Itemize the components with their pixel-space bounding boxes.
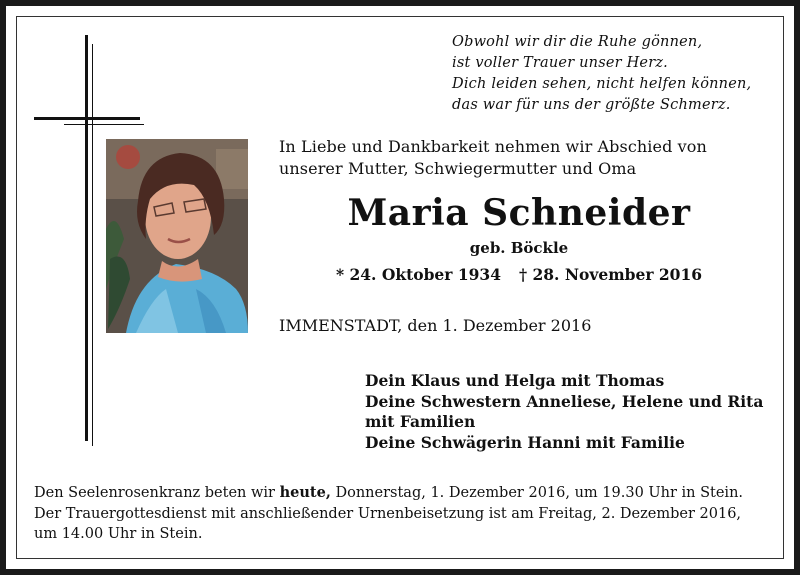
rosary-notice <box>34 483 774 504</box>
life-dates <box>259 265 779 284</box>
mourner-line: Deine Schwägerin Hanni mit Familie <box>365 432 685 452</box>
death-date: † 28. November 2016 <box>518 265 703 284</box>
rosary-today: heute, <box>279 484 331 501</box>
funeral-notice-line: Der Trauergottesdienst mit anschließender Urnenbeisetzung ist am Freitag, 2. Dezember 2016, <box>34 505 742 522</box>
poem-line: ist voller Trauer unser Herz. <box>452 55 668 71</box>
cross-vertical-bar <box>85 35 88 441</box>
funeral-notice-line: um 14.00 Uhr in Stein. <box>34 526 203 542</box>
mourner-line: Deine Schwestern Anneliese, Helene und Rita <box>365 391 764 411</box>
cross-horizontal-thin-bar <box>64 124 144 125</box>
intro-text <box>279 136 769 180</box>
intro-line: unserer Mutter, Schwiegermutter und Oma <box>279 159 637 178</box>
deceased-name: Maria Schneider <box>347 192 691 234</box>
birth-date: * 24. Oktober 1934 <box>335 265 501 284</box>
maiden-name: geb. Böckle <box>469 239 569 257</box>
rosary-text-start: Den Seelenrosenkranz beten wir <box>34 485 280 501</box>
intro-line: In Liebe und Dankbarkeit nehmen wir Abschied von <box>279 137 707 156</box>
obituary-page <box>6 6 794 569</box>
portrait-image <box>106 139 248 333</box>
poem <box>452 32 782 116</box>
mourners-list <box>365 371 775 453</box>
poem-line: Obwohl wir dir die Ruhe gönnen, <box>452 34 703 50</box>
mourner-line: Dein Klaus und Helga mit Thomas <box>365 371 665 390</box>
poem-line: das war für uns der größte Schmerz. <box>452 97 731 113</box>
place-and-date: IMMENSTADT, den 1. Dezember 2016 <box>279 316 592 335</box>
cross-vertical-thin-bar <box>92 44 93 446</box>
rosary-text-end: Donnerstag, 1. Dezember 2016, um 19.30 Uhr in Stein. <box>330 485 744 501</box>
poem-line: Dich leiden sehen, nicht helfen können, <box>452 76 752 92</box>
service-notice <box>34 483 774 545</box>
mourner-line: mit Familien <box>365 412 476 431</box>
portrait-photo <box>106 139 248 333</box>
cross-horizontal-bar <box>34 117 140 120</box>
